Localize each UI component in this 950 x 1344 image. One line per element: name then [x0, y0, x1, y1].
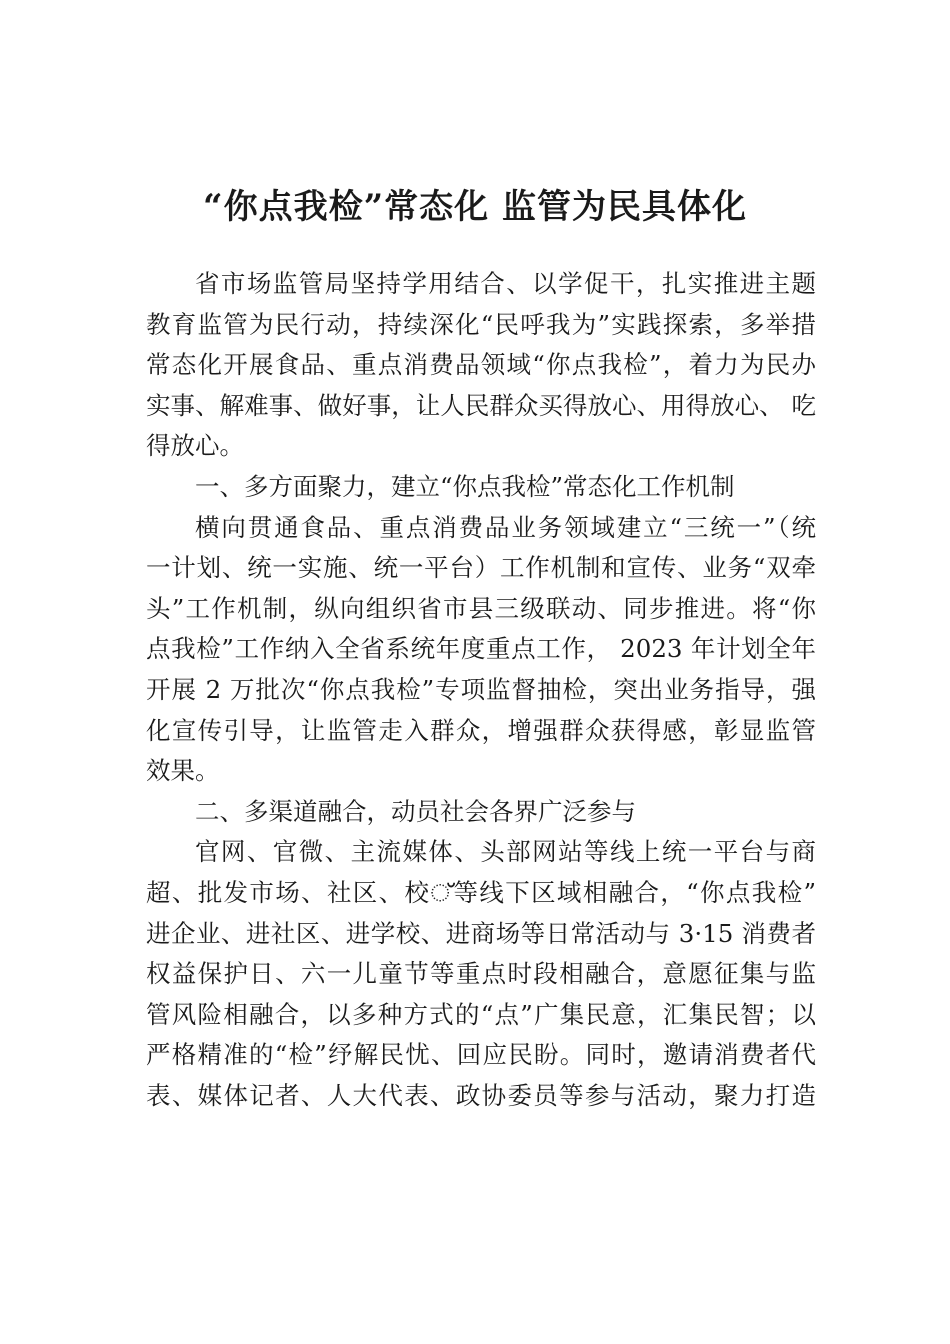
paragraph-3-line-7: 表、媒体记者、人大代表、政协委员等参与活动，聚力打造 [146, 1080, 816, 1110]
paragraph-2-line-6: 化宣传引导，让监管走入群众，增强群众获得感，彰显监管 [146, 715, 816, 745]
paragraph-2-line-1: 横向贯通食品、重点消费品业务领域建立“三统一”（统 [195, 512, 816, 542]
paragraph-1-line-2: 教育监管为民行动，持续深化“民呼我为”实践探索，多举措 [146, 309, 816, 339]
paragraph-2-line-5: 开展 2 万批次“你点我检”专项监督抽检，突出业务指导，强 [146, 674, 816, 704]
paragraph-1-line-5: 得放心。 [146, 431, 244, 461]
paragraph-2-line-4: 点我检”工作纳入全省系统年度重点工作， 2023 年计划全年 [146, 634, 816, 664]
paragraph-2-line-2: 一计划、统一实施、统一平台）工作机制和宣传、业务“双牵 [146, 553, 816, 583]
document-title: “你点我检”常态化 监管为民具体化 [203, 186, 747, 227]
paragraph-1-line-4: 实事、解难事、做好事，让人民群众买得放心、用得放心、 吃 [146, 390, 816, 420]
paragraph-1-line-1: 省市场监管局坚持学用结合、以学促干，扎实推进主题 [195, 269, 816, 298]
paragraph-1-line-3: 常态化开展食品、重点消费品领域“你点我检”，着力为民办 [146, 350, 816, 380]
paragraph-3-line-6: 严格精准的“检”纾解民忧、回应民盼。同时，邀请消费者代 [146, 1040, 816, 1070]
paragraph-2-line-3: 头”工作机制，纵向组织省市县三级联动、同步推进。将“你 [146, 593, 816, 623]
section-heading-2: 二、多渠道融合，动员社会各界广泛参与 [195, 796, 636, 826]
paragraph-2-line-7: 效果。 [146, 756, 220, 786]
paragraph-3-line-5: 管风险相融合，以多种方式的“点”广集民意，汇集民智；以 [146, 999, 816, 1029]
document-body [146, 264, 816, 1116]
section-heading-1: 一、多方面聚力，建立“你点我检”常态化工作机制 [195, 471, 735, 501]
paragraph-3-line-2: 超、批发市场、社区、校്等线下区域相融合，“你点我检” [146, 877, 816, 907]
paragraph-3-line-4: 权益保护日、六一儿童节等重点时段相融合，意愿征集与监 [146, 959, 816, 989]
paragraph-3-line-1: 官网、官微、主流媒体、头部网站等线上统一平台与商 [195, 837, 816, 867]
paragraph-3-line-3: 进企业、进社区、进学校、进商场等日常活动与 3·15 消费者 [146, 918, 816, 948]
